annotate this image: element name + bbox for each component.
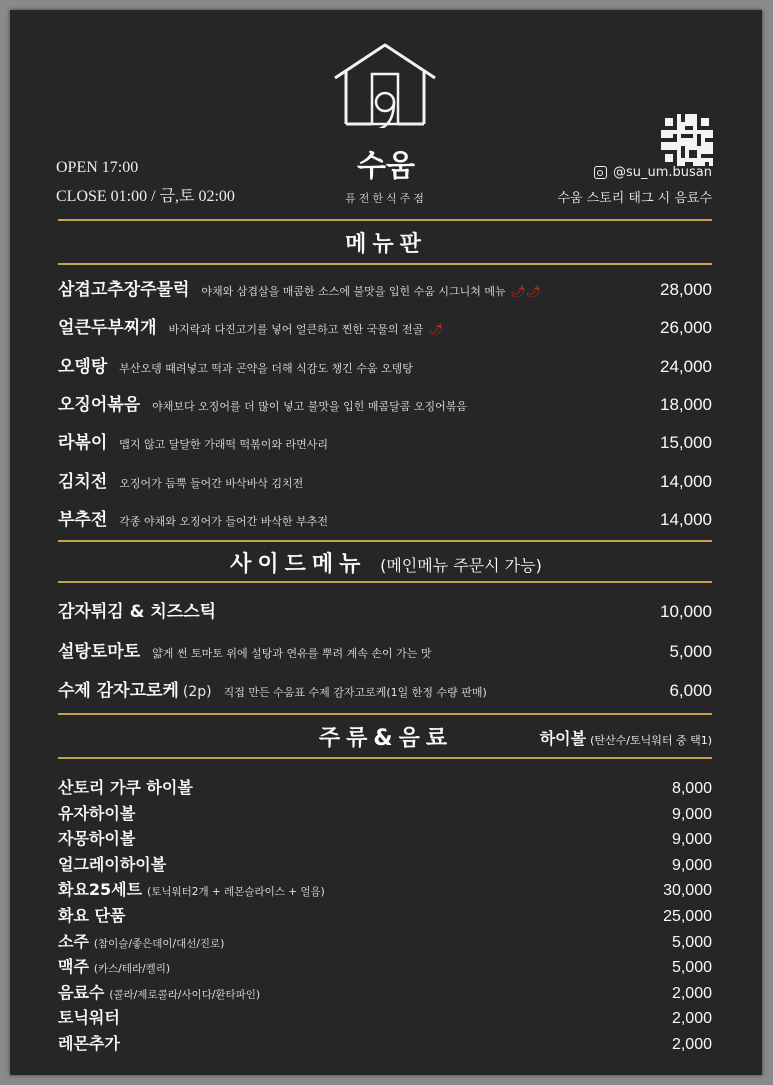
menu-item-description: 맵지 않고 달달한 가래떡 떡볶이와 라면사리 xyxy=(119,438,329,452)
menu-item-name: 자몽하이볼 xyxy=(58,829,136,849)
menu-item xyxy=(58,390,712,415)
menu-item-name: 설탕토마토 xyxy=(58,641,141,662)
menu-item xyxy=(58,467,712,492)
menu-item-description: 야채보다 오징어를 더 많이 넣고 불맛을 입힌 매콤달콤 오징어볶음 xyxy=(152,399,467,413)
menu-item xyxy=(58,676,712,701)
menu-item xyxy=(58,637,712,662)
highball-label xyxy=(540,726,712,749)
menu-item-name: 감자튀김 & 치즈스틱 xyxy=(58,602,217,622)
instagram-handle xyxy=(594,165,712,180)
menu-item-price: 26,000 xyxy=(660,318,712,338)
menu-item-description: 부산오뎅 때려넣고 떡과 곤약을 더해 식감도 챙긴 수움 오뎅탕 xyxy=(119,361,413,375)
menu-item-name: 유자하이볼 xyxy=(58,803,136,823)
divider-line xyxy=(58,540,712,542)
divider-line xyxy=(58,757,712,759)
menu-item-description: (토닉워터2개 + 레몬슬라이스 + 얼음) xyxy=(147,886,325,899)
chili-pepper-icon: 🌶 xyxy=(428,322,444,337)
menu-item-name: 얼그레이하이볼 xyxy=(58,854,167,874)
menu-item-description: 각종 야채와 오징어가 들어간 바삭한 부추전 xyxy=(119,514,329,528)
menu-item xyxy=(58,597,712,622)
highball-note: (탄산수/토닉워터 중 택1) xyxy=(590,734,712,747)
menu-item-name: 수제 감자고로케 xyxy=(58,681,179,701)
menu-item xyxy=(58,1031,712,1054)
menu-item-description: (콜라/제로콜라/사이다/환타파인) xyxy=(109,988,261,1001)
menu-item-price: 6,000 xyxy=(669,681,712,700)
menu-item-price: 14,000 xyxy=(660,509,712,529)
side-menu-note: (메인메뉴 주문시 가능) xyxy=(380,556,542,575)
menu-item xyxy=(58,877,712,900)
menu-item-price: 9,000 xyxy=(671,831,712,849)
menu-item-price: 25,000 xyxy=(663,908,712,925)
menu-item-name: 삼겹고추장주물럭 xyxy=(58,280,190,300)
menu-item-price: 9,000 xyxy=(671,805,712,823)
menu-item-name: 오뎅탕 xyxy=(58,356,108,377)
menu-item-name: 오징어볶음 xyxy=(58,394,141,415)
instagram-icon xyxy=(594,166,607,179)
menu-item xyxy=(58,1005,712,1028)
menu-item-price: 30,000 xyxy=(663,882,712,900)
menu-item-name: 맥주 xyxy=(58,957,89,977)
menu-item xyxy=(58,275,712,300)
menu-item-name: 화요 단품 xyxy=(58,906,126,925)
menu-item-name: 산토리 가쿠 하이볼 xyxy=(58,778,193,797)
menu-item-description: 오징어가 듬뿍 들어간 바삭바삭 김치전 xyxy=(119,476,304,490)
drinks-title: 주류&음료 xyxy=(318,726,454,751)
menu-item-price: 24,000 xyxy=(660,356,712,376)
menu-item xyxy=(58,775,712,798)
menu-item-price: 5,000 xyxy=(671,959,712,977)
menu-item xyxy=(58,980,712,1003)
menu-item xyxy=(58,801,712,824)
divider-line xyxy=(58,713,712,715)
menu-item-description: 야채와 삼겹살을 매콤한 소스에 불맛을 입힌 수움 시그니쳐 메뉴 xyxy=(201,285,506,298)
main-menu-title: 메뉴판 xyxy=(345,232,427,257)
menu-item xyxy=(58,826,712,849)
chili-pepper-icon: 🌶🌶 xyxy=(510,284,542,298)
menu-item-price: 2,000 xyxy=(671,1010,712,1028)
divider-line xyxy=(58,219,712,221)
menu-item-price: 14,000 xyxy=(660,471,712,491)
menu-item-description: (참이슬/좋은데이/대선/진로) xyxy=(93,937,225,950)
menu-item-name: 라볶이 xyxy=(58,433,108,454)
menu-item-price: 10,000 xyxy=(660,602,712,621)
divider-line xyxy=(58,263,712,265)
story-promo: 수움 스토리 태그 시 음료수 xyxy=(557,191,712,206)
close-hours: CLOSE 01:00 / 금,토 02:00 xyxy=(56,188,235,205)
menu-item-price: 18,000 xyxy=(660,394,712,414)
instagram-handle-text: @su_um.busan xyxy=(612,165,712,180)
menu-item xyxy=(58,903,712,926)
menu-item-price: 5,000 xyxy=(671,933,712,951)
highball-label-text: 하이볼 xyxy=(539,729,587,748)
side-menu-title-text: 사이드메뉴 xyxy=(230,552,367,577)
menu-item-description: (카스/테라/켈리) xyxy=(93,963,171,976)
menu-item-description: 바지락과 다진고기를 넣어 얼큰하고 찐한 국물의 전골 xyxy=(168,323,424,337)
menu-item-description: 얇게 썬 토마토 위에 설탕과 연유를 뿌려 계속 손이 가는 맛 xyxy=(152,646,432,660)
menu-item xyxy=(58,428,712,453)
menu-item-price: 15,000 xyxy=(660,433,712,453)
menu-board xyxy=(10,10,762,1075)
divider-line xyxy=(58,581,712,583)
menu-item-name: 토닉워터 xyxy=(58,1008,120,1028)
menu-item-description: 직접 만든 수움표 수제 감자고로케(1일 한정 수량 판매) xyxy=(223,686,487,699)
menu-item-name: 얼큰두부찌개 xyxy=(58,318,157,339)
menu-item xyxy=(58,929,712,952)
qr-code-icon xyxy=(661,114,713,166)
menu-item xyxy=(58,313,712,338)
menu-item xyxy=(58,505,712,530)
menu-item-price: 9,000 xyxy=(671,856,712,874)
brand-subtitle: 퓨전한식주점 xyxy=(345,192,427,205)
menu-item-price: 2,000 xyxy=(671,1036,712,1053)
menu-item-price: 28,000 xyxy=(660,280,712,299)
house-logo-icon xyxy=(332,42,438,128)
brand-name: 수움 xyxy=(357,149,415,184)
menu-item-name: 음료수 xyxy=(58,982,105,1002)
menu-item-name: 김치전 xyxy=(58,471,108,492)
menu-item xyxy=(58,954,712,977)
menu-item xyxy=(58,352,712,377)
menu-item-name: 레몬추가 xyxy=(58,1034,120,1053)
open-hours: OPEN 17:00 xyxy=(56,159,139,176)
side-menu-title xyxy=(10,547,762,578)
menu-item xyxy=(58,852,712,875)
menu-item-price: 2,000 xyxy=(671,984,712,1002)
menu-item-price: 5,000 xyxy=(669,641,712,661)
menu-item-portion: (2p) xyxy=(182,684,212,700)
menu-item-name: 소주 xyxy=(58,931,89,951)
menu-item-name: 부추전 xyxy=(58,509,108,530)
menu-item-price: 8,000 xyxy=(671,780,712,797)
menu-item-name: 화요25세트 xyxy=(58,880,143,900)
